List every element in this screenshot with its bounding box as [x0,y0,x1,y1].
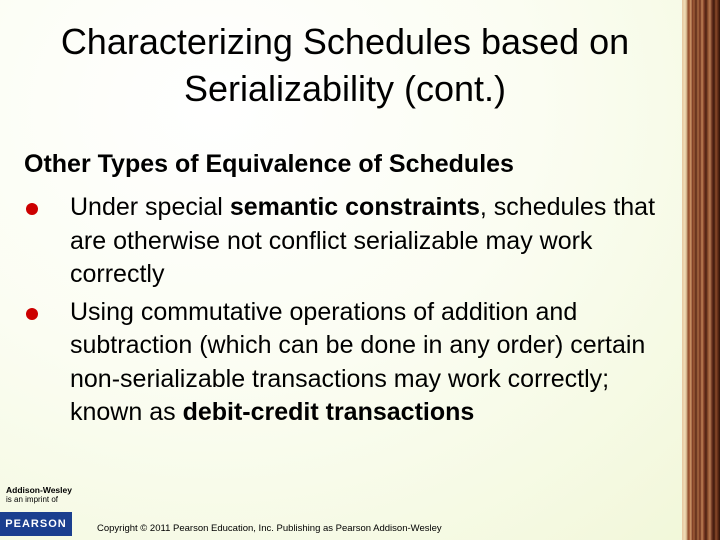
bullet-text-bold: semantic constraints [229,193,480,221]
publisher-name: Addison-Wesley [6,485,72,495]
pearson-brand: PEARSON [5,518,67,530]
bullet-list [24,191,684,434]
section-heading: Other Types of Equivalence of Schedules [24,150,514,178]
bullet-dot-icon [26,203,38,215]
bullet-text-plain: , schedules that are otherwise not conflict serializable may work correctly [70,193,656,288]
copyright-footer: Copyright © 2011 Pearson Education, Inc. Publishing as Pearson Addison-Wesley [97,523,442,534]
decorative-side-strip [682,0,720,540]
bullet-text-plain: Using commutative operations of addition and subtraction (which can be done in any order) certain non-serializable transactions may work correctly; known as [70,297,646,426]
imprint-text: is an imprint of [6,495,59,504]
slide-title: Characterizing Schedules based on Serializability (cont.) [60,21,630,109]
pearson-logo [0,512,72,536]
bullet-text-bold: debit-credit transactions [182,398,475,426]
bullet-item [24,191,684,292]
bullet-text-plain: Under special [70,193,230,221]
addison-wesley-logo [6,485,72,505]
bullet-dot-icon [26,308,38,320]
bullet-item [24,296,684,430]
